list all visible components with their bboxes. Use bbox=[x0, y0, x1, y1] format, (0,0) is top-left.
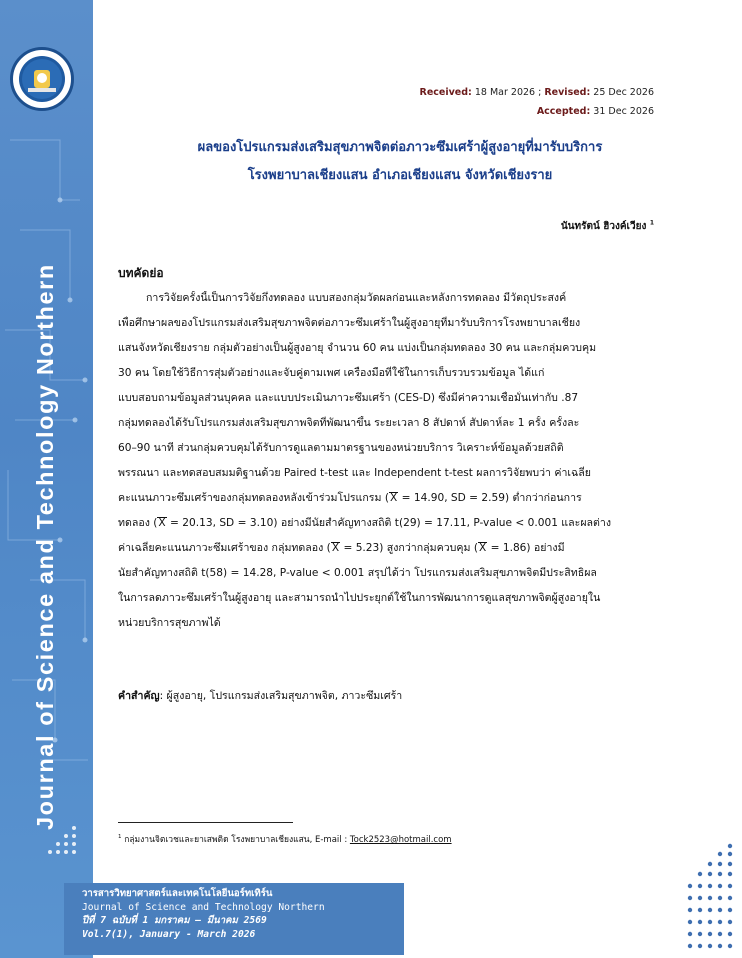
received-label: Received: bbox=[419, 87, 472, 98]
accepted-date: 31 Dec 2026 bbox=[593, 106, 654, 117]
dot-pattern-right bbox=[680, 840, 742, 958]
revised-label: Revised: bbox=[544, 87, 591, 98]
abstract-line: หน่วยบริการสุขภาพได้ bbox=[118, 617, 221, 629]
author-affiliation-mark: 1 bbox=[649, 219, 654, 227]
footnote-email-link[interactable]: Tock2523@hotmail.com bbox=[349, 835, 452, 845]
abstract-text: ค่าเฉลี่ยคะแนนภาวะซึมเศร้าของ กลุ่มทดลอง ( bbox=[118, 542, 331, 554]
author-text: นันทรัตน์ ฮิวงค์เวียง bbox=[560, 221, 647, 232]
abstract-text: คะแนนภาวะซึมเศร้าของกลุ่มทดลองหลังเข้าร่วมโปรแกรม ( bbox=[118, 492, 389, 504]
footnote-mark: 1 bbox=[118, 834, 122, 841]
footnote-divider bbox=[118, 822, 293, 823]
abstract-text: = 20.13, SD = 3.10) อย่างมีนัยสำคัญทางสถิติ t(29) = 17.11, P-value < 0.001 และผลต่าง bbox=[166, 517, 612, 529]
abstract-text: ทดลอง ( bbox=[118, 517, 158, 529]
footnote-text: กลุ่มงานจิตเวชและยาเสพติด โรงพยาบาลเชียงแสน, E-mail : bbox=[124, 835, 350, 845]
logo-emblem bbox=[19, 56, 65, 102]
keywords bbox=[118, 687, 402, 704]
abstract-line: ในการลดภาวะซึมเศร้าในผู้สูงอายุ และสามารถนำไปประยุกต์ใช้ในการพัฒนาการดูแลสุขภาพจิตผู้สูงอายุใน bbox=[118, 592, 601, 604]
received-date: 18 Mar 2026 ; bbox=[474, 87, 542, 98]
footer-english-name: Journal of Science and Technology Northern bbox=[82, 901, 325, 913]
received-revised-line bbox=[420, 83, 654, 102]
footer-issue-thai: ปีที่ 7 ฉบับที่ 1 มกราคม – มีนาคม 2569 bbox=[82, 915, 267, 926]
abstract-line: นัยสำคัญทางสถิติ t(58) = 14.28, P-value < 0.001 สรุปได้ว่า โปรแกรมส่งเสริมสุขภาพจิตมีประสิทธิผล bbox=[118, 567, 597, 579]
accepted-label: Accepted: bbox=[536, 106, 591, 117]
abstract-line: แสนจังหวัดเชียงราย กลุ่มตัวอย่างเป็นผู้สูงอายุ จำนวน 60 คน แบ่งเป็นกลุ่มทดลอง 30 คน และกลุ่มควบคุม bbox=[118, 342, 597, 354]
abstract-line: แบบสอบถามข้อมูลส่วนบุคคล และแบบประเมินภาวะซึมเศร้า (CES-D) ซึ่งมีค่าความเชื่อมั่นเท่ากับ .87 bbox=[118, 392, 579, 404]
emblem-icon bbox=[19, 56, 65, 102]
abstract-line-mean-2 bbox=[118, 516, 653, 531]
footer-issue-en: Vol.7(1), January - March 2026 bbox=[82, 928, 256, 940]
revised-date: 25 Dec 2026 bbox=[593, 87, 654, 98]
abstract-line: 30 คน โดยใช้วิธีการสุ่มตัวอย่างและจับคู่ตามเพศ เครื่องมือที่ใช้ในการเก็บรวบรวมข้อมูล ได้แก่ bbox=[118, 367, 545, 379]
keywords-values: ผู้สูงอายุ, โปรแกรมส่งเสริมสุขภาพจิต, ภาวะซึมเศร้า bbox=[166, 690, 403, 702]
abstract-heading: บทคัดย่อ bbox=[118, 266, 164, 280]
journal-vertical-title: Journal of Science and Technology Northern bbox=[32, 263, 58, 830]
footer-journal-info bbox=[82, 887, 325, 941]
footer-thai-name: วารสารวิทยาศาสตร์และเทคโนโลยีนอร์ทเทิร์น bbox=[82, 888, 273, 899]
abstract-line: การวิจัยครั้งนี้เป็นการวิจัยกึ่งทดลอง แบบสองกลุ่มวัดผลก่อนและหลังการทดลอง มีวัตถุประสงค์ bbox=[146, 292, 567, 304]
abstract-line: เพื่อศึกษาผลของโปรแกรมส่งเสริมสุขภาพจิตต่อภาวะซึมเศร้าในผู้สูงอายุที่มารับบริการโรงพยาบาลเชียง bbox=[118, 317, 581, 329]
abstract-text: = 1.86) อย่างมี bbox=[487, 542, 565, 554]
abstract-line: พรรณนา และทดสอบสมมติฐานด้วย Paired t-test และ Independent t-test ผลการวิจัยพบว่า ค่าเฉลี่ย bbox=[118, 467, 591, 479]
keywords-colon: : bbox=[159, 690, 164, 702]
mean-symbol: X bbox=[158, 517, 166, 529]
submission-dates bbox=[420, 83, 654, 121]
mean-symbol: X bbox=[478, 542, 487, 554]
abstract-line-mean-1 bbox=[118, 491, 653, 506]
journal-sidebar bbox=[0, 0, 93, 958]
mean-symbol: X bbox=[389, 492, 398, 504]
dot-pattern-left bbox=[14, 820, 84, 890]
abstract-line: 60–90 นาที ส่วนกลุ่มควบคุมได้รับการดูแลตามมาตรฐานของหน่วยบริการ วิเคราะห์ข้อมูลด้วยสถิติ bbox=[118, 442, 564, 454]
journal-logo bbox=[10, 47, 74, 111]
footnote bbox=[118, 832, 452, 846]
abstract-text: = 5.23) สูงกว่ากลุ่มควบคุม ( bbox=[340, 542, 478, 554]
abstract-text: = 14.90, SD = 2.59) ต่ำกว่าก่อนการ bbox=[398, 492, 582, 504]
paper-title-line-2: โรงพยาบาลเชียงแสน อำเภอเชียงแสน จังหวัดเชียงราย bbox=[247, 168, 553, 183]
keywords-label: คำสำคัญ bbox=[118, 690, 160, 702]
abstract-line-mean-3 bbox=[118, 541, 653, 556]
mean-symbol: X bbox=[331, 542, 340, 554]
paper-title-line-1: ผลของโปรแกรมส่งเสริมสุขภาพจิตต่อภาวะซึมเศร้าผู้สูงอายุที่มารับบริการ bbox=[197, 140, 603, 155]
accepted-line bbox=[420, 102, 654, 121]
author-name bbox=[561, 219, 654, 234]
abstract-line: กลุ่มทดลองได้รับโปรแกรมส่งเสริมสุขภาพจิตที่พัฒนาขึ้น ระยะเวลา 8 สัปดาห์ สัปดาห์ละ 1 ครั้ง ครั้งละ bbox=[118, 417, 580, 429]
